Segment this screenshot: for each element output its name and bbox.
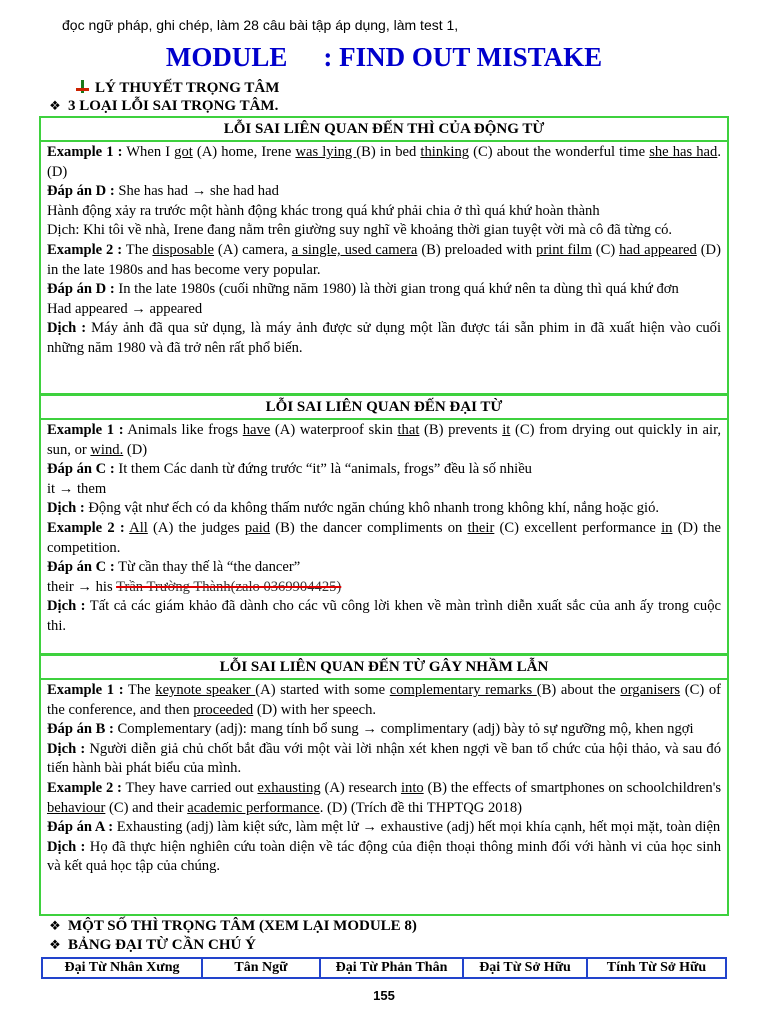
module-title xyxy=(0,42,768,73)
translation-2: Dịch : Máy ảnh đã qua sử dụng, là máy ảnh được sử dụng một lần được tái sẵn phim in đã xuất hiện vào cuối những năm 1980 và đã trở nên rất phổ biến. xyxy=(47,320,721,356)
heading-tenses xyxy=(48,918,417,935)
translation-1: Dịch : Người diễn giả chủ chốt bắt đầu với một vài lời nhận xét khen ngợi về ban tổ chức của hội thảo, và sau đó tiến hành bài phát biểu của mình. xyxy=(47,740,721,777)
translation-2: Dịch : Họ đã thực hiện nghiên cứu toàn diện về tác động của điện thoại thông minh đối với hành vi của học sinh và kết quả học tập của chúng. xyxy=(47,838,721,875)
answer-1: Đáp án B : Complementary (adj): mang tính bổ sung → complimentary (adj) bày tỏ sự ngưỡng mộ, khen ngợi xyxy=(47,721,694,738)
column-header: Đại Từ Sở Hữu xyxy=(464,959,588,977)
section-header: LỖI SAI LIÊN QUAN ĐẾN ĐẠI TỪ xyxy=(41,396,727,420)
section-body xyxy=(41,680,727,877)
answer-1: Đáp án D : She has had → she had had xyxy=(47,183,279,200)
fix-2: Had appeared → appeared xyxy=(47,300,203,317)
example-label: Example 1 : xyxy=(47,144,123,160)
heading-pronoun-table-text: BẢNG ĐẠI TỪ CẦN CHÚ Ý xyxy=(68,937,256,953)
column-header: Tân Ngữ xyxy=(203,959,321,977)
heading-theory xyxy=(76,80,279,97)
diamond-bullet-icon: ❖ xyxy=(49,99,61,114)
column-header: Tính Từ Sở Hữu xyxy=(606,960,707,975)
heading-three-types xyxy=(48,98,278,115)
heading-theory-text: LÝ THUYẾT TRỌNG TÂM xyxy=(95,80,280,96)
example-1: Example 1 : The keynote speaker (A) started with some complementary remarks (B) about the organisers (C) of the conference, and then proceeded (D) with her speech. xyxy=(47,682,721,718)
translation-1: Dịch: Khi tôi về nhà, Irene đang nằm trên giường suy nghĩ về khoảng thời gian tuyệt vời mà cô đã từng có. xyxy=(47,222,673,239)
example-2: Example 2 : All (A) the judges paid (B) the dancer compliments on their (C) excellent performance in (D) the competition. xyxy=(47,519,721,556)
section-verb-tense xyxy=(39,116,729,395)
answer-2: Đáp án A : Exhausting (adj) làm kiệt sức, làm mệt lử → exhaustive (adj) hết mọi khía cạnh, hết mọi mặt, toàn diện xyxy=(47,819,721,836)
answer-1: Đáp án C : It them Các danh từ đứng trước “it” là “animals, frogs” đều là số nhiều xyxy=(47,461,532,478)
diamond-bullet-icon: ❖ xyxy=(49,919,61,934)
heading-three-types-text: 3 LOẠI LỖI SAI TRỌNG TÂM. xyxy=(68,98,279,114)
fix-1: it → them xyxy=(47,480,107,497)
column-header: Đại Từ Nhân Xưng xyxy=(43,959,203,977)
section-header: LỖI SAI LIÊN QUAN ĐẾN THÌ CỦA ĐỘNG TỪ xyxy=(41,118,727,142)
pronoun-table-header xyxy=(41,957,727,979)
section-body xyxy=(41,420,727,637)
answer-2: Đáp án C : Từ cần thay thế là “the dancer” xyxy=(47,559,301,576)
section-body xyxy=(41,142,727,359)
example-2: Example 2 : They have carried out exhausting (A) research into (B) the effects of smartphones on schoolchildren's behaviour (C) and their academic performance. (D) (Trích đề thi THPTQG 2018) xyxy=(47,779,722,816)
column-header: Đại Từ Phản Thân xyxy=(321,959,464,977)
pushpin-bullet-icon xyxy=(76,80,89,93)
diamond-bullet-icon: ❖ xyxy=(49,938,61,953)
top-note: đọc ngữ pháp, ghi chép, làm 28 câu bài tập áp dụng, làm test 1, xyxy=(62,17,459,33)
section-confusing-words xyxy=(39,654,729,916)
section-pronoun xyxy=(39,394,729,655)
module-title-part1: MODULE xyxy=(165,42,288,72)
example-1: Example 1 : When I got (A) home, Irene was lying (B) in bed thinking (C) about the wonderful time she has had. (D) xyxy=(47,144,721,180)
struck-watermark-text: Trần Trường Thành(zalo 0369904425) xyxy=(116,578,342,595)
module-title-part2: : FIND OUT MISTAKE xyxy=(323,42,603,72)
heading-pronoun-table xyxy=(48,937,256,954)
heading-tenses-text: MỘT SỐ THÌ TRỌNG TÂM (XEM LẠI MODULE 8) xyxy=(68,918,417,934)
example-2: Example 2 : The disposable (A) camera, a single, used camera (B) preloaded with print film (C) had appeared (D) in the late 1980s and has become very popular. xyxy=(47,241,721,278)
fix-2: their → his Trần Trường Thành(zalo 0369904425) xyxy=(47,578,342,595)
explanation-1: Hành động xảy ra trước một hành động khác trong quá khứ phải chia ở thì quá khứ hoàn thành xyxy=(47,202,600,219)
answer-2: Đáp án D : In the late 1980s (cuối những năm 1980) là thời gian trong quá khứ nên ta dùng thì quá khứ đơn xyxy=(47,281,679,298)
translation-1: Dịch : Động vật như ếch có da không thấm nước ngăn chúng khô nhanh trong không khí, nắng hoặc gió. xyxy=(47,500,660,517)
example-1: Example 1 : Animals like frogs have (A) waterproof skin that (B) prevents it (C) from drying out quickly in air, sun, or wind. (D) xyxy=(47,422,722,458)
translation-2: Dịch : Tất cả các giám khảo đã dành cho các vũ công lời khen về màn trình diễn xuất sắc của anh ấy trong cuộc thi. xyxy=(47,598,721,634)
section-header: LỖI SAI LIÊN QUAN ĐẾN TỪ GÂY NHẦM LẪN xyxy=(41,656,727,680)
page-number: 155 xyxy=(373,988,395,1003)
